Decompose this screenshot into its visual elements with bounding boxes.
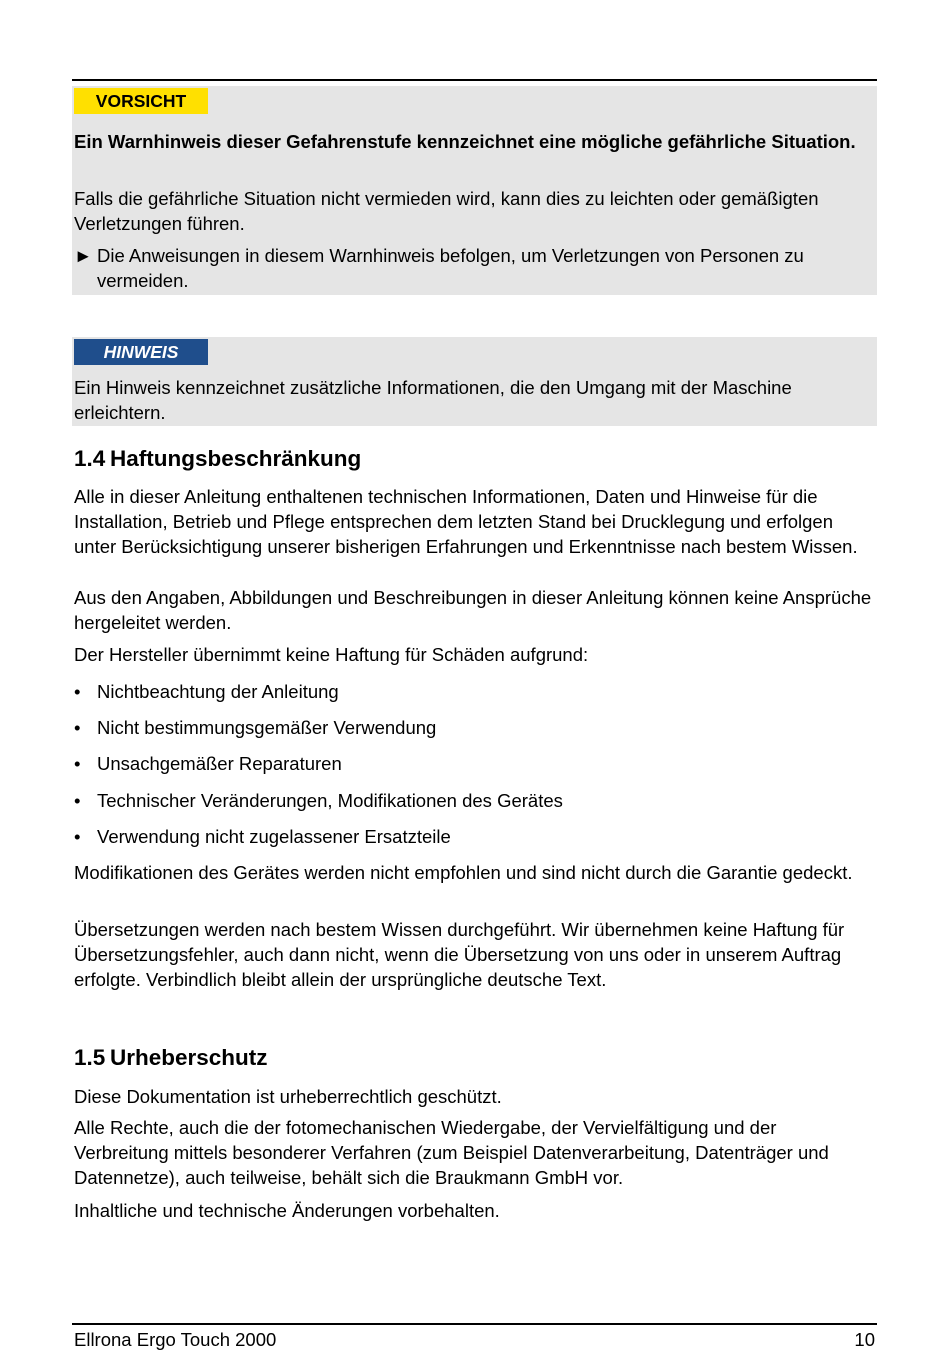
section-1-5-title: Urheberschutz [110,1045,268,1070]
section-1-5-para-3: Inhaltliche und technische Änderungen vorbehalten. [74,1200,500,1221]
bullet-icon: • [74,753,81,774]
section-1-4-title: Haftungsbeschränkung [110,446,362,471]
section-1-4-heading [74,446,361,471]
note-box [72,337,877,426]
caution-box [72,86,877,295]
section-1-4-para-4: Modifikationen des Gerätes werden nicht empfohlen und sind nicht durch die Garantie gedeckt. [74,862,853,883]
section-1-4-para-2: Aus den Angaben, Abbildungen und Beschreibungen in dieser Anleitung können keine Ansprüche hergeleitet werden. [74,587,872,633]
caution-label: VORSICHT [74,88,208,114]
bullet-icon: • [74,790,81,811]
list-item-text: Verwendung nicht zugelassener Ersatzteile [97,826,451,847]
section-1-5-heading [74,1045,268,1070]
list-item-text: Nichtbeachtung der Anleitung [97,681,339,702]
section-1-4-para-1: Alle in dieser Anleitung enthaltenen technischen Informationen, Daten und Hinweise für die Installation, Betrieb und Pflege entsprechen dem letzten Stand bei Drucklegung und erfolgen unter Berücksichtigung unserer bisherigen Erfahrungen und Erkenntnisse nach bestem Wissen. [74,486,858,557]
list-item [74,715,874,740]
note-label: HINWEIS [74,339,208,365]
bullet-icon: • [74,717,81,738]
section-1-5-para-1: Diese Dokumentation ist urheberrechtlich geschützt. [74,1086,502,1107]
caution-instruction-text: Die Anweisungen in diesem Warnhinweis befolgen, um Verletzungen von Personen zu vermeiden. [97,245,804,291]
section-1-5-para-2: Alle Rechte, auch die der fotomechanischen Wiedergabe, der Vervielfältigung und der Verbreitung mittels besonderer Verfahren (zum Beispiel Datenverarbeitung, Datenträger und Datennetze), auch teilweise, behält sich die Braukmann GmbH vor. [74,1117,829,1188]
bullet-icon: • [74,681,81,702]
list-item-text: Unsachgemäßer Reparaturen [97,753,342,774]
footer-product-name: Ellrona Ergo Touch 2000 [74,1329,277,1350]
list-item-text: Nicht bestimmungsgemäßer Verwendung [97,717,437,738]
footer-page-number: 10 [854,1329,875,1350]
note-text: Ein Hinweis kennzeichnet zusätzliche Informationen, die den Umgang mit der Maschine erleichtern. [74,377,792,423]
caution-heading: Ein Warnhinweis dieser Gefahrenstufe kennzeichnet eine mögliche gefährliche Situation. [74,131,856,152]
caution-instruction [74,243,874,293]
footer-rule [72,1323,877,1325]
section-1-5-number: 1.5 [74,1045,106,1070]
arrow-right-icon: ► [74,245,93,266]
list-item [74,679,874,704]
bullet-icon: • [74,826,81,847]
header-rule [72,79,877,81]
section-1-4-para-3: Der Hersteller übernimmt keine Haftung für Schäden aufgrund: [74,644,589,665]
list-item [74,824,874,849]
list-item [74,788,874,813]
section-1-4-para-5: Übersetzungen werden nach bestem Wissen durchgeführt. Wir übernehmen keine Haftung für Übersetzungsfehler, auch dann nicht, wenn die Übersetzung von uns oder in unserem Auftrag erfolgte. Verbindlich bleibt allein der ursprüngliche deutsche Text. [74,919,845,990]
list-item-text: Technischer Veränderungen, Modifikationen des Gerätes [97,790,563,811]
caution-text: Falls die gefährliche Situation nicht vermieden wird, kann dies zu leichten oder gemäßigten Verletzungen führen. [74,188,819,234]
list-item [74,751,874,776]
section-1-4-number: 1.4 [74,446,106,471]
